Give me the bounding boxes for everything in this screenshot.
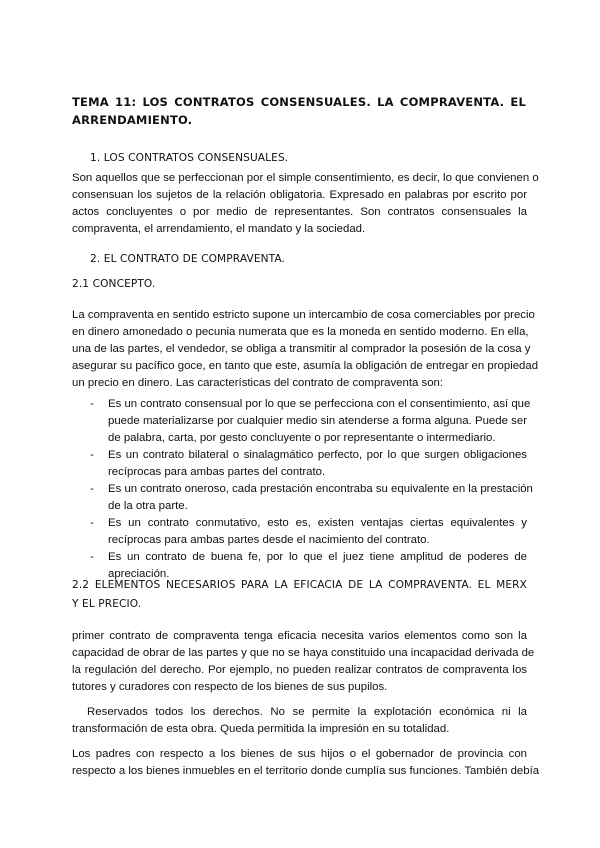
paragraph-line: capacidad de obrar de las partes y que no se haya constituido una incapacidad derivada de [72,647,535,659]
subsection-heading-line: Y EL PRECIO. [72,598,142,610]
list-item-line: Es un contrato consensual por lo que se perfecciona con el consentimiento, así que [108,398,531,410]
section-1-paragraph [72,170,539,238]
concept-paragraph [72,307,539,392]
list-item-line: Es un contrato oneroso, cada prestación encontraba su equivalente en la prestación [108,483,533,495]
rights-notice [72,704,527,738]
list-item-line: recíprocas para ambas partes desde el nacimiento del contrato. [108,534,430,546]
paragraph-line: una de las partes, el vendedor, se obliga a transmitir al comprador la posesión de la cosa y [72,343,531,355]
paragraph-line: Los padres con respecto a los bienes de sus hijos o el gobernador de provincia con [72,748,527,760]
section-1-heading: 1. LOS CONTRATOS CONSENSUALES. [90,152,289,164]
paragraph-line: La compraventa en sentido estricto supone un intercambio de cosa comerciables por precio [72,309,535,321]
subsection-heading-line: 2.2 ELEMENTOS NECESARIOS PARA LA EFICACIA DE LA COMPRAVENTA. EL MERX [72,579,527,591]
list-item-line: Es un contrato bilateral o sinalagmático perfecto, por lo que surgen obligaciones [108,449,527,461]
list-item-line: Es un contrato de buena fe, por lo que el juez tiene amplitud de poderes de [108,551,527,563]
paragraph-line: Son aquellos que se perfeccionan por el simple consentimiento, es decir, lo que convienen o [72,172,539,184]
subsection-elements-heading [72,577,527,612]
bullet-dash: - [90,483,94,495]
paragraph-line: respecto a los bienes inmuebles en el territorio donde cumplía sus funciones. También debía [72,765,540,777]
bullet-dash: - [90,517,94,529]
list-item-line: de la otra parte. [108,500,188,512]
list-item-line: de palabra, carta, por gesto concluyente o por representante o intermediario. [108,432,496,444]
list-item [72,447,527,481]
bullet-dash: - [90,398,94,410]
bullet-dash: - [90,449,94,461]
subsection-concept-heading: 2.1 CONCEPTO. [72,278,156,290]
paragraph-line: Reservados todos los derechos. No se permite la explotación económica ni la [72,706,527,718]
bullet-dash: - [90,551,94,563]
list-item-line: puede materializarse por cualquier medio sin atenderse a forma alguna. Puede ser [108,415,527,427]
list-item-line: recíprocas para ambas partes del contrato. [108,466,326,478]
paragraph-line: primer contrato de compraventa tenga eficacia necesita varios elementos como son la [72,630,527,642]
elements-paragraph [72,628,535,696]
list-item [72,396,531,447]
list-item-line: Es un contrato conmutativo, esto es, existen ventajas ciertas equivalentes y [108,517,527,529]
characteristics-list [72,396,533,583]
title-line-2: ARRENDAMIENTO. [72,113,193,127]
document-title [72,93,526,129]
section-2-heading: 2. EL CONTRATO DE COMPRAVENTA. [90,253,286,265]
list-item [72,515,527,549]
paragraph-line: consensuan los sujetos de la relación obligatoria. Expresado en palabras por escrito por [72,189,527,201]
paragraph-line: transformación de esta obra. Queda permitida la impresión en su totalidad. [72,723,450,735]
paragraph-line: la regulación del derecho. Por ejemplo, no pueden realizar contratos de compraventa los [72,664,527,676]
paragraph-line: un precio en dinero. Las características del contrato de compraventa son: [72,377,444,389]
title-line-1: TEMA 11: LOS CONTRATOS CONSENSUALES. LA COMPRAVENTA. EL [72,95,526,109]
paragraph-line: tutores y curadores con respecto de los bienes de sus pupilos. [72,681,388,693]
paragraph-line: actos concluyentes o por medio de representantes. Son contratos consensuales la [72,206,527,218]
parents-paragraph [72,746,540,780]
paragraph-line: en dinero amonedado o pecunia numerata que es la moneda en sentido moderno. En ella, [72,326,529,338]
paragraph-line: asegurar su pacífico goce, en tanto que este, asumía la obligación de entregar en propiedad [72,360,539,372]
paragraph-line: compraventa, el arrendamiento, el mandato y la sociedad. [72,223,366,235]
list-item [72,481,533,515]
list-item-line: apreciación. [108,568,170,580]
